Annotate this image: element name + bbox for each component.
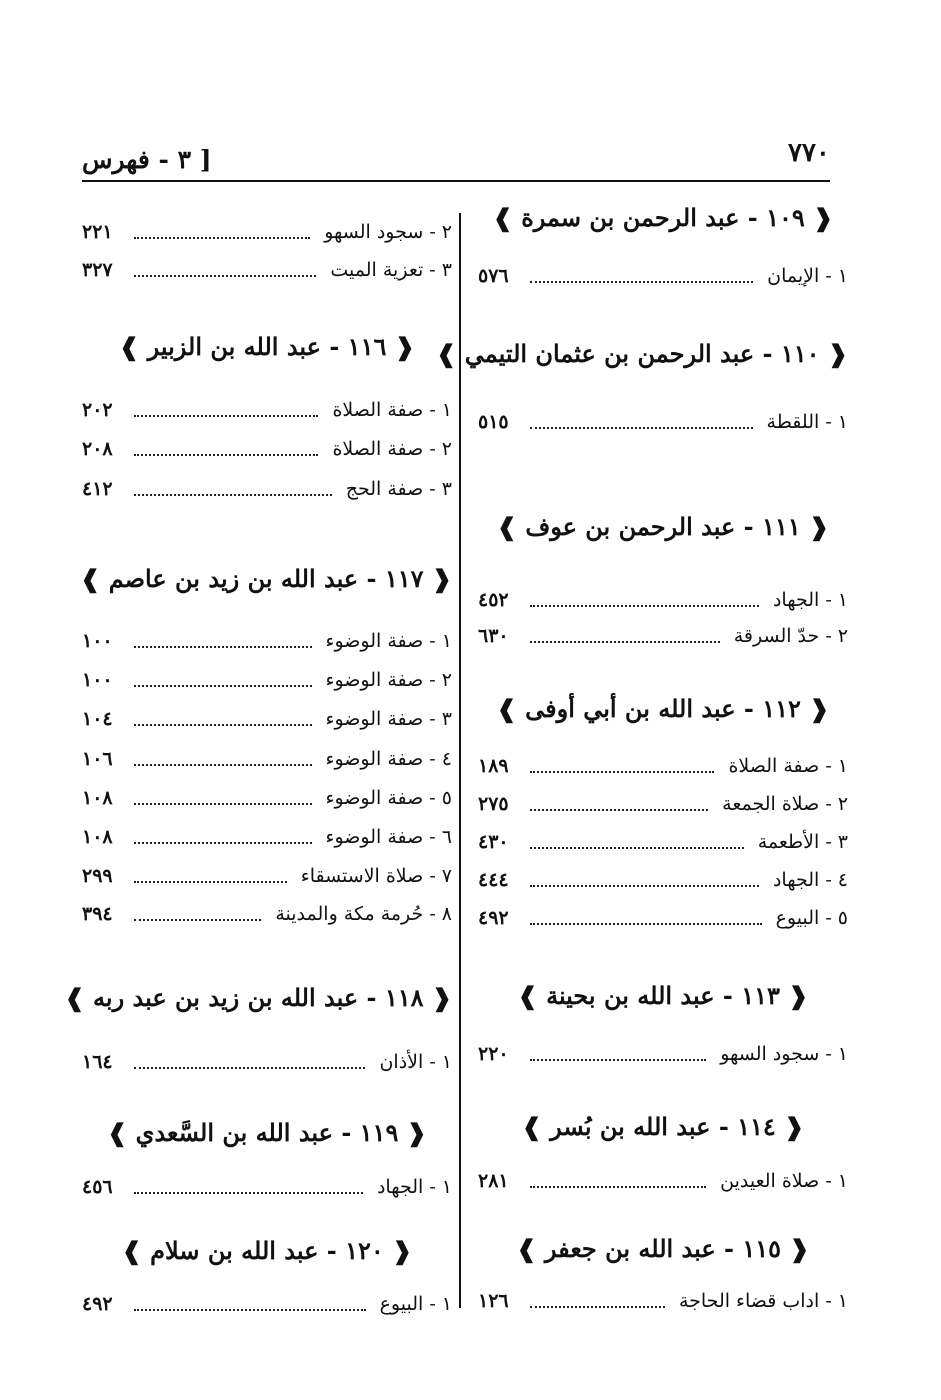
leader-dots bbox=[530, 281, 753, 283]
entry-page: ٢٠٢ bbox=[82, 399, 113, 421]
index-entry bbox=[478, 583, 848, 617]
leader-dots bbox=[134, 275, 316, 277]
entry-label: ٣ - الأطعمة bbox=[757, 831, 848, 853]
entry-page: ٣٩٤ bbox=[82, 903, 113, 925]
entry-label: ١ - صفة الصلاة bbox=[728, 755, 848, 777]
entry-label: ١ - الإيمان bbox=[767, 265, 848, 287]
entry-page: ١٨٩ bbox=[478, 755, 509, 777]
entry-label: ١ - صلاة العيدين bbox=[720, 1170, 848, 1192]
entry-page: ٢٩٩ bbox=[82, 865, 113, 887]
entry-label: ٦ - صفة الوضوء bbox=[325, 826, 452, 848]
section-title-111: ❰ ١١١ - عبد الرحمن بن عوف ❱ bbox=[496, 512, 830, 541]
entry-page: ٤١٢ bbox=[82, 478, 113, 500]
section-title-115: ❰ ١١٥ - عبد الله بن جعفر ❱ bbox=[516, 1234, 810, 1263]
section-title-112: ❰ ١١٢ - عبد الله بن أبي أوفى ❱ bbox=[496, 694, 830, 723]
index-entry bbox=[82, 1287, 452, 1321]
entry-label: ١ - صفة الصلاة bbox=[332, 399, 452, 421]
entry-page: ٢٢٠ bbox=[478, 1043, 509, 1065]
index-entry bbox=[82, 624, 452, 658]
leader-dots bbox=[134, 237, 310, 239]
index-entry bbox=[478, 619, 848, 653]
entry-page: ١٠٨ bbox=[82, 826, 113, 848]
index-entry bbox=[478, 1164, 848, 1198]
index-entry bbox=[82, 253, 452, 287]
entry-page: ١٦٤ bbox=[82, 1051, 113, 1073]
leader-dots bbox=[134, 646, 312, 648]
leader-dots bbox=[134, 724, 312, 726]
leader-dots bbox=[530, 427, 753, 429]
entry-page: ١٠٠ bbox=[82, 669, 113, 691]
entry-page: ١٢٦ bbox=[478, 1290, 509, 1312]
entry-page: ٢٠٨ bbox=[82, 438, 113, 460]
entry-page: ١٠٠ bbox=[82, 630, 113, 652]
entry-page: ٥١٥ bbox=[478, 411, 509, 433]
leader-dots bbox=[530, 605, 759, 607]
leader-dots bbox=[530, 885, 759, 887]
section-title-114: ❰ ١١٤ - عبد الله بن بُسر ❱ bbox=[521, 1112, 805, 1141]
entry-page: ١٠٦ bbox=[82, 748, 113, 770]
section-title-120: ❰ ١٢٠ - عبد الله بن سلام ❱ bbox=[121, 1236, 413, 1265]
index-entry bbox=[478, 825, 848, 859]
entry-label: ١ - اداب قضاء الحاجة bbox=[678, 1290, 848, 1312]
leader-dots bbox=[530, 1306, 665, 1308]
leader-dots bbox=[134, 803, 312, 805]
index-entry bbox=[82, 1170, 452, 1204]
section-title-117: ❰ ١١٧ - عبد الله بن زيد بن عاصم ❱ bbox=[80, 564, 452, 593]
entry-page: ٤٤٤ bbox=[478, 869, 509, 891]
index-entry bbox=[478, 259, 848, 293]
index-entry bbox=[478, 1037, 848, 1071]
leader-dots bbox=[530, 641, 720, 643]
index-entry bbox=[478, 405, 848, 439]
column-divider bbox=[459, 213, 461, 1308]
index-entry bbox=[82, 859, 452, 893]
entry-page: ٤٥٦ bbox=[82, 1176, 113, 1198]
leader-dots bbox=[134, 919, 261, 921]
leader-dots bbox=[530, 923, 762, 925]
entry-label: ١ - الأذان bbox=[379, 1051, 452, 1073]
entry-page: ١٠٤ bbox=[82, 708, 113, 730]
entry-label: ٥ - صفة الوضوء bbox=[325, 787, 452, 809]
entry-label: ١ - اللقطة bbox=[766, 411, 848, 433]
leader-dots bbox=[530, 1186, 706, 1188]
index-entry bbox=[82, 897, 452, 931]
running-head: [ ٣ - فهرس bbox=[82, 145, 212, 174]
index-entry bbox=[82, 742, 452, 776]
entry-label: ١ - الجهاد bbox=[376, 1176, 452, 1198]
leader-dots bbox=[134, 494, 332, 496]
entry-label: ٢ - صفة الوضوء bbox=[325, 669, 452, 691]
entry-label: ١ - البيوع bbox=[379, 1293, 452, 1315]
index-entry bbox=[478, 787, 848, 821]
leader-dots bbox=[134, 1309, 366, 1311]
index-entry bbox=[478, 749, 848, 783]
leader-dots bbox=[134, 685, 312, 687]
entry-page: ٥٧٦ bbox=[478, 265, 509, 287]
leader-dots bbox=[530, 809, 708, 811]
entry-page: ٢٢١ bbox=[82, 221, 113, 243]
section-title-116: ❰ ١١٦ - عبد الله بن الزبير ❱ bbox=[119, 332, 415, 361]
leader-dots bbox=[134, 415, 318, 417]
leader-dots bbox=[134, 454, 318, 456]
entry-label: ٤ - صفة الوضوء bbox=[325, 748, 452, 770]
leader-dots bbox=[530, 847, 744, 849]
index-entry bbox=[478, 863, 848, 897]
entry-label: ١ - الجهاد bbox=[772, 589, 848, 611]
leader-dots bbox=[134, 881, 287, 883]
section-title-113: ❰ ١١٣ - عبد الله بن بحينة ❱ bbox=[517, 981, 809, 1010]
index-entry bbox=[478, 1284, 848, 1318]
index-entry bbox=[82, 702, 452, 736]
entry-label: ٣ - صفة الحج bbox=[345, 478, 452, 500]
entry-page: ٣٢٧ bbox=[82, 259, 113, 281]
index-entry bbox=[82, 393, 452, 427]
entry-page: ٤٣٠ bbox=[478, 831, 509, 853]
leader-dots bbox=[134, 764, 312, 766]
leader-dots bbox=[134, 842, 312, 844]
leader-dots bbox=[134, 1192, 363, 1194]
header-rule bbox=[82, 180, 830, 182]
entry-page: ٢٧٥ bbox=[478, 793, 509, 815]
entry-page: ٤٩٢ bbox=[82, 1293, 113, 1315]
index-entry bbox=[82, 820, 452, 854]
entry-label: ٢ - سجود السهو bbox=[324, 221, 452, 243]
entry-label: ٤ - الجهاد bbox=[772, 869, 848, 891]
index-entry bbox=[82, 781, 452, 815]
entry-page: ٤٥٢ bbox=[478, 589, 509, 611]
index-entry bbox=[82, 1045, 452, 1079]
entry-page: ١٠٨ bbox=[82, 787, 113, 809]
index-entry bbox=[82, 215, 452, 249]
index-entry bbox=[82, 432, 452, 466]
entry-label: ٥ - البيوع bbox=[775, 907, 848, 929]
entry-page: ٢٨١ bbox=[478, 1170, 509, 1192]
entry-label: ٢ - صلاة الجمعة bbox=[722, 793, 848, 815]
index-entry bbox=[478, 901, 848, 935]
section-title-118: ❰ ١١٨ - عبد الله بن زيد بن عبد ربه ❱ bbox=[64, 983, 452, 1012]
section-title-119: ❰ ١١٩ - عبد الله بن السَّعدي ❱ bbox=[107, 1118, 427, 1147]
entry-page: ٤٩٢ bbox=[478, 907, 509, 929]
entry-label: ١ - صفة الوضوء bbox=[325, 630, 452, 652]
entry-page: ٦٣٠ bbox=[478, 625, 509, 647]
entry-label: ٧ - صلاة الاستسقاء bbox=[300, 865, 452, 887]
page-number: ٧٧٠ bbox=[788, 138, 830, 168]
entry-label: ٨ - حُرمة مكة والمدينة bbox=[275, 903, 452, 925]
entry-label: ٢ - حدّ السرقة bbox=[733, 625, 848, 647]
leader-dots bbox=[530, 771, 714, 773]
section-title-109: ❰ ١٠٩ - عبد الرحمن بن سمرة ❱ bbox=[492, 203, 834, 232]
section-title-110: ❰ ١١٠ - عبد الرحمن بن عثمان التيمي ❱ bbox=[436, 339, 848, 368]
entry-label: ٣ - تعزية الميت bbox=[330, 259, 452, 281]
entry-label: ٢ - صفة الصلاة bbox=[332, 438, 452, 460]
leader-dots bbox=[530, 1059, 706, 1061]
leader-dots bbox=[134, 1067, 365, 1069]
entry-label: ١ - سجود السهو bbox=[720, 1043, 848, 1065]
index-entry bbox=[82, 472, 452, 506]
index-entry bbox=[82, 663, 452, 697]
entry-label: ٣ - صفة الوضوء bbox=[325, 708, 452, 730]
